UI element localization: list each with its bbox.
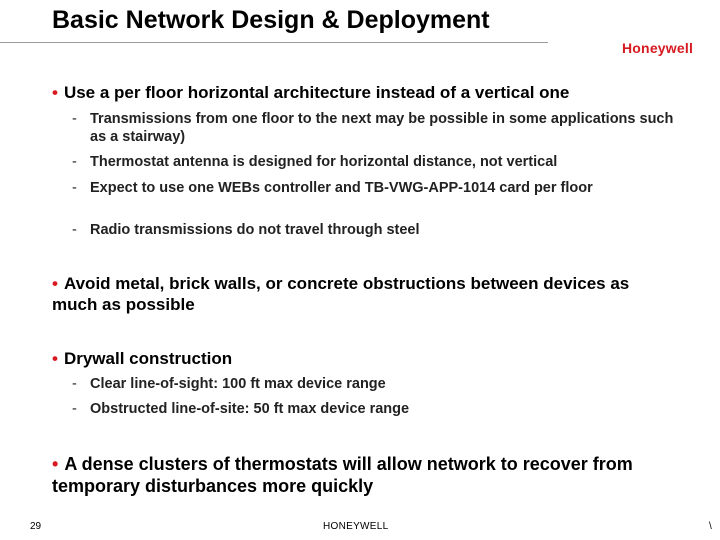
sub-bullet-item xyxy=(72,179,682,197)
sub-bullet-marker: - xyxy=(72,154,77,170)
sub-bullet-item xyxy=(72,110,682,146)
bullet-marker: • xyxy=(52,454,59,474)
sub-bullet-marker: - xyxy=(72,111,77,127)
bullet-item xyxy=(52,348,232,369)
title-divider xyxy=(0,42,548,43)
bullet-text: Use a per floor horizontal architecture instead of a vertical one xyxy=(63,83,570,102)
sub-bullet-text: Radio transmissions do not travel through steel xyxy=(90,222,420,238)
sub-bullet-text: Expect to use one WEBs controller and TB-VWG-APP-1014 card per floor xyxy=(90,180,593,196)
sub-bullet-item xyxy=(72,153,682,171)
footer-company: HONEYWELL xyxy=(323,521,389,532)
sub-bullet-text: Clear line-of-sight: 100 ft max device range xyxy=(90,376,386,392)
page-title: Basic Network Design & Deployment xyxy=(52,6,490,34)
bullet-item xyxy=(52,273,652,315)
footer-mark: \ xyxy=(709,521,712,532)
sub-bullet-text: Transmissions from one floor to the next may be possible in some applications such as a stairway) xyxy=(90,111,674,145)
sub-bullet-text: Thermostat antenna is designed for horizontal distance, not vertical xyxy=(90,154,558,170)
sub-bullet-marker: - xyxy=(72,376,77,392)
sub-bullet-item xyxy=(72,375,682,393)
sub-bullet-item xyxy=(72,400,682,418)
bullet-item xyxy=(52,453,652,497)
sub-bullet-text: Obstructed line-of-site: 50 ft max device range xyxy=(90,401,410,417)
bullet-marker: • xyxy=(52,349,58,368)
bullet-marker: • xyxy=(52,274,58,293)
bullet-text: Drywall construction xyxy=(63,349,233,368)
bullet-marker: • xyxy=(52,83,58,102)
honeywell-logo: Honeywell xyxy=(622,40,694,56)
page-number: 29 xyxy=(30,521,42,532)
sub-bullet-marker: - xyxy=(72,222,77,238)
bullet-item xyxy=(52,82,569,103)
sub-bullet-item xyxy=(72,221,682,239)
sub-bullet-marker: - xyxy=(72,401,77,417)
bullet-text: Avoid metal, brick walls, or concrete obstructions between devices as much as possible xyxy=(52,274,630,314)
bullet-text: A dense clusters of thermostats will allow network to recover from temporary disturbances more quickly xyxy=(52,454,633,496)
sub-bullet-marker: - xyxy=(72,180,77,196)
